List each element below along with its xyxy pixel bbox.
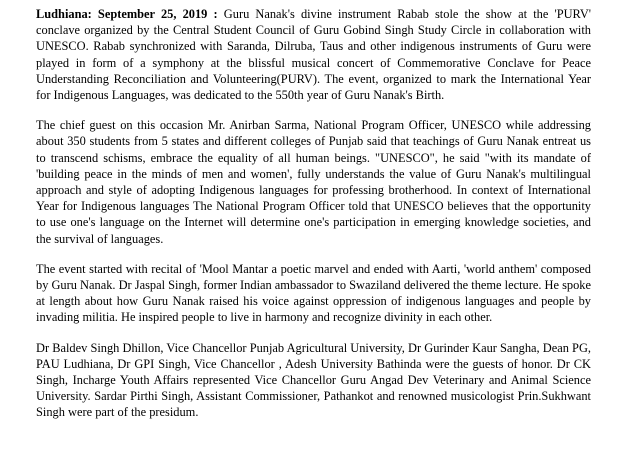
dateline: Ludhiana: September 25, 2019 :: [36, 7, 218, 21]
paragraph-4: Dr Baldev Singh Dhillon, Vice Chancellor Punjab Agricultural University, Dr Gurinder Kaur Sangha, Dean PG, PAU Ludhiana, Dr GPI Singh, Vice Chancellor , Adesh University Bathinda were the guests of honor. Dr CK Singh, Incharge Youth Affairs represented Vice Chancellor Guru Angad Dev Veterinary and Animal Science University. Sardar Pirthi Singh, Assistant Commissioner, Pathankot and renowned musicologist Prin.Sukhwant Singh were part of the presidum.: [36, 340, 591, 420]
paragraph-3: The event started with recital of 'Mool Mantar a poetic marvel and ended with Aarti, 'world anthem' composed by Guru Nanak. Dr Jaspal Singh, former Indian ambassador to Swaziland delivered the theme lecture. He spoke at length about how Guru Nanak raised his voice against oppression of indigenous languages and people by invading militia. He inspired people to live in harmony and recognize divinity in each other.: [36, 261, 592, 325]
article-body: [36, 6, 591, 421]
paragraph-1-text: Guru Nanak's divine instrument Rabab stole the show at the 'PURV' conclave organized by the Central Student Council of Guru Gobind Singh Study Circle in collaboration with UNESCO. Rabab synchronized with Saranda, Dilruba, Taus and other indigenous instruments of Guru were played in form of a symphony at the blissful musical concert of Commemorative Conclave for Peace Understanding Reconciliation and Volunteering(PURV). The event, organized to mark the International Year for Indigenous Languages, was dedicated to the 550th year of Guru Nanak's Birth.: [36, 7, 591, 103]
paragraph-2: The chief guest on this occasion Mr. Anirban Sarma, National Program Officer, UNESCO while addressing about 350 students from 5 states and different colleges of Punjab said that teachings of Guru Nanak entreat us to transcend schisms, embrace the equality of all human beings. "UNESCO", he said "with its mandate of 'building peace in the minds of men and women', fully understands the value of Guru Nanak's multilingual approach and style of adopting Indigenous languages for professing brotherhood. In context of International Year for Indigenous languages The National Program Officer told that UNESCO believes that the opportunity to use one's language on the Internet will determine one's participation in emerging knowledge societies, and the survival of languages.: [36, 118, 591, 246]
paragraph-1: [36, 6, 591, 103]
